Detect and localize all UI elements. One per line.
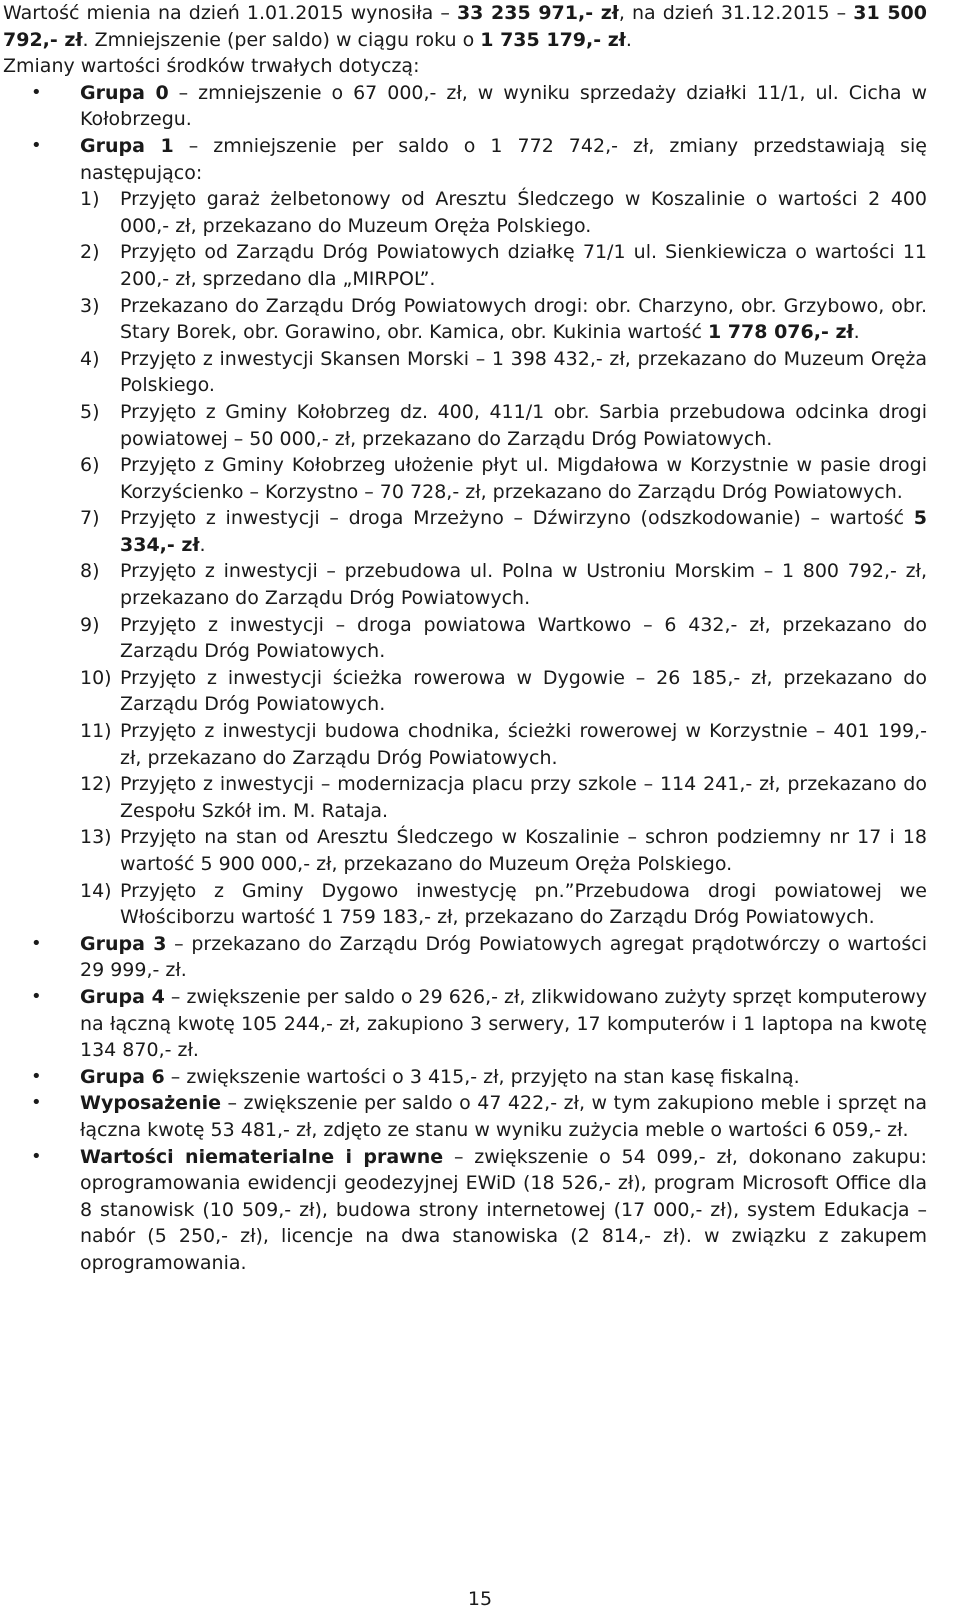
item-text: Przyjęto z inwestycji Skansen Morski – 1 398 432,- zł, przekazano do Muzeum Oręża Polskiego. [120,347,927,397]
item-text: . [853,321,860,344]
group-label: Grupa 1 [80,134,174,157]
item-number: 5) [80,400,100,423]
group-text: – przekazano do Zarządu Dróg Powiatowych agregat prądotwórczy o wartości 29 999,- zł. [80,932,928,982]
item-number: 7) [80,507,100,530]
list-item [80,665,927,718]
intro-text: Wartość mienia na dzień 1.01.2015 wynosiła – [3,2,457,24]
item-number: 6) [80,454,100,477]
item-number: 1) [80,188,100,211]
group-item [3,1144,927,1277]
list-item [80,399,927,452]
group-item [3,1090,927,1143]
list-item [80,293,927,346]
group-label: Grupa 0 [80,81,169,104]
item-number: 12) [80,773,112,796]
item-text: Przyjęto garaż żelbetonowy od Aresztu Śledczego w Koszalinie o wartości 2 400 000,- zł, przekazano do Muzeum Oręża Polskiego. [120,188,927,237]
item-number: 10) [80,666,112,689]
item-text: Przyjęto z Gminy Dygowo inwestycję pn.”Przebudowa drogi powiatowej we Włościborzu wartość 1 759 183,- zł, przekazano do Zarządu Dróg Powiatowych. [120,879,927,929]
list-item [80,186,927,239]
item-text: Przyjęto od Zarządu Dróg Powiatowych działkę 71/1 ul. Sienkiewicza o wartości 11 200,- zł, sprzedano dla „MIRPOL”. [120,241,927,290]
changes-heading: Zmiany wartości środków trwałych dotyczą: [3,55,420,78]
item-number: 11) [80,720,112,743]
item-number: 2) [80,241,100,264]
group-text: – zmniejszenie o 67 000,- zł, w wyniku sprzedaży działki 11/1, ul. Cicha w Kołobrzegu. [80,81,928,131]
item-text: Przyjęto z Gminy Kołobrzeg dz. 400, 411/1 obr. Sarbia przebudowa odcinka drogi powiatowej – 50 000,- zł, przekazano do Zarządu Dróg Powiatowych. [120,400,927,450]
intro-text: , na dzień 31.12.2015 – [618,2,854,24]
item-text: Przyjęto z inwestycji ścieżka rowerowa w Dygowie – 26 185,- zł, przekazano do Zarządu Dróg Powiatowych. [120,666,927,716]
item-number: 13) [80,826,112,849]
item-text: Przyjęto z inwestycji – modernizacja placu przy szkole – 114 241,- zł, przekazano do Zespołu Szkół im. M. Rataja. [120,773,927,822]
list-item [80,452,927,505]
item-text: Przyjęto na stan od Aresztu Śledczego w Koszalinie – schron podziemny nr 17 i 18 wartość 5 900 000,- zł, przekazano do Muzeum Oręża Polskiego. [120,826,927,875]
item-text: Przyjęto z Gminy Kołobrzeg ułożenie płyt ul. Migdałowa w Korzystnie w pasie drogi Korzyścienko – Korzystno – 70 728,- zł, przekazano do Zarządu Dróg Powiatowych. [120,454,927,503]
list-item [80,558,927,611]
item-text: Przyjęto z inwestycji budowa chodnika, ścieżki rowerowej w Korzystnie – 401 199,- zł, przekazano do Zarządu Dróg Powiatowych. [120,720,927,769]
group-label: Grupa 3 [80,932,167,955]
intro-text: . [625,28,632,51]
page-number: 15 [467,1588,493,1610]
list-item [80,612,927,665]
list-item [80,878,927,931]
group-label: Wartości niematerialne i prawne [80,1145,444,1168]
list-item [80,718,927,771]
item-text: Przyjęto z inwestycji – przebudowa ul. Polna w Ustroniu Morskim – 1 800 792,- zł, przekazano do Zarządu Dróg Powiatowych. [120,560,927,610]
group-item [3,133,927,931]
group-item [3,1064,927,1091]
value-decrease: 1 735 179,- zł [480,28,626,51]
item-text: Przyjęto z inwestycji – droga powiatowa Wartkowo – 6 432,- zł, przekazano do Zarządu Dróg Powiatowych. [120,613,927,663]
group-label: Grupa 6 [80,1065,165,1088]
change-list [80,186,927,931]
group-text: – zwiększenie o 54 099,- zł, dokonano zakupu: oprogramowania ewidencji geodezyjnej EWiD (18 526,- zł), program Microsoft Office dla 8 stanowisk (10 509,- zł), budowa strony internetowej (17 000,- zł), system Edukacja – nabór (5 250,- zł), licencje na dwa stanowiska (2 814,- zł). w związku z zakupem oprogramowania. [80,1145,927,1274]
list-item [80,771,927,824]
list-item [80,239,927,292]
item-number: 3) [80,294,100,317]
intro-paragraph [3,0,927,53]
item-text: Przyjęto z inwestycji – droga Mrzeżyno – Dźwirzyno (odszkodowanie) – wartość [120,507,914,530]
item-text: . [199,533,206,556]
document-page [3,0,927,1277]
intro-text: . Zmniejszenie (per saldo) w ciągu roku o [82,28,481,51]
group-label: Grupa 4 [80,985,165,1008]
group-text: – zwiększenie wartości o 3 415,- zł, przyjęto na stan kasę fiskalną. [164,1065,800,1088]
group-item [3,80,927,133]
list-item [80,505,927,558]
value-end: 31 500 792,- zł [3,2,927,51]
list-item [80,346,927,399]
group-item [3,984,927,1064]
item-number: 9) [80,613,100,636]
group-label: Wyposażenie [80,1092,221,1115]
item-number: 8) [80,560,100,583]
list-item [80,824,927,877]
value-start: 33 235 971,- zł [456,2,619,24]
group-text: – zwiększenie per saldo o 29 626,- zł, zlikwidowano zużyty sprzęt komputerowy na łączną kwotę 105 244,- zł, zakupiono 3 serwery, 17 komputerów i 1 laptopa na kwotę 134 870,- zł. [80,985,928,1062]
group-list [3,80,927,1277]
group-text: – zmniejszenie per saldo o 1 772 742,- zł, zmiany przedstawiają się następująco: [80,134,927,184]
group-item [3,931,927,984]
item-value: 1 778 076,- zł [707,321,854,344]
item-value: 5 334,- zł [120,507,927,556]
item-text: Przekazano do Zarządu Dróg Powiatowych drogi: obr. Charzyno, obr. Grzybowo, obr. Stary Borek, obr. Gorawino, obr. Kamica, obr. Kukinia wartość [120,294,927,344]
item-number: 14) [80,879,112,902]
item-number: 4) [80,347,100,370]
group-text: – zwiększenie per saldo o 47 422,- zł, w tym zakupiono meble i sprzęt na łączna kwotę 53 481,- zł, zdjęto ze stanu w wyniku zużycia meble o wartości 6 059,- zł. [80,1092,927,1141]
